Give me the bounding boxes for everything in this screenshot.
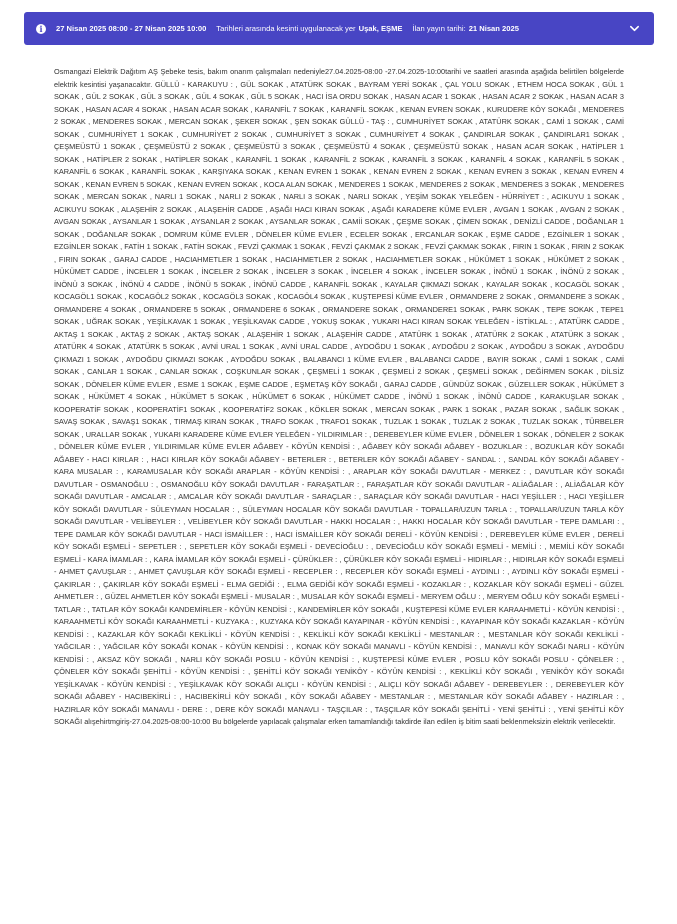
publish-date: 21 Nisan 2025: [468, 24, 519, 33]
outage-between-text: Tarihleri arasında kesinti uygulanacak yer: [216, 24, 356, 33]
chevron-down-icon[interactable]: [629, 23, 640, 34]
outage-header[interactable]: [24, 12, 654, 45]
outage-location: Uşak, EŞME: [358, 24, 403, 33]
outage-period: 27 Nisan 2025 08:00 - 27 Nisan 2025 10:00: [56, 24, 207, 33]
publish-label: İlan yayın tarihi:: [412, 24, 466, 33]
outage-notice-text: Osmangazi Elektrik Dağıtım AŞ Şebeke tesis, bakım onarım çalışmaları nedeniyle27.04.2025-08:00 -27.04.2025-10:00tarihi ve saatleri arasında aşağıda belirtilen bölgelerde elektrik kesintisi yaşanacaktır. GÜLLÜ - KARAKUYU : , GÜL SOKAK , ATATÜRK SOKAK , BAYRAM YERİ SOKAK , ÇAL YOLU SOKAK , ETHEM HOCA SOKAK , GÜL 1 SOKAK , GÜL 2 SOKAK , GÜL 3 SOKAK , GÜL 4 SOKAK , GÜL 5 SOKAK , HACI İSA ORDU SOKAK , HASAN ACAR 1 SOKAK , HASAN ACAR 2 SOKAK , HASAN ACAR 3 SOKAK , HASAN ACAR 4 SOKAK , HASAN ACAR SOKAK , KARANFİL 7 SOKAK , KARANFİL SOKAK , KENAN EVREN SOKAK , KURUDERE KÖY SOKAĞI , MENDERES 2 SOKAK , MENDERES SOKAK , MERCAN SOKAK , ŞEKER SOKAK , ŞEN SOKAK GÜLLÜ - TAŞ : , CUMHURİYET SOKAK , ATATÜRK SOKAK , CAMİ 1 SOKAK , CAMİ SOKAK , CUMHURİYET 1 SOKAK , CUMHURİYET 2 SOKAK , CUMHURİYET 3 SOKAK , CUMHURİYET 4 SOKAK , ÇANDIRLAR SOKAK , ÇANDIRLAR1 SOKAK , ÇEŞMEÜSTÜ 1 SOKAK , ÇEŞMEÜSTÜ 2 SOKAK , ÇEŞMEÜSTÜ 3 SOKAK , ÇEŞMEÜSTÜ 4 SOKAK , ÇEŞMEÜSTÜ SOKAK , HASAN ACAR SOKAK , HATİPLER 1 SOKAK , HATİPLER 2 SOKAK , HATİPLER SOKAK , KARANFİL 1 SOKAK , KARANFİL 2 SOKAK , KARANFİL 3 SOKAK , KARANFİL 4 SOKAK , KARANFİL 5 SOKAK , KARANFİL 6 SOKAK , KARANFİL SOKAK , KARŞIYAKA SOKAK , KENAN EVREN 1 SOKAK , KENAN EVREN 2 SOKAK , KENAN EVREN 3 SOKAK , KENAN EVREN 4 SOKAK , KENAN EVREN 5 SOKAK , KENAN EVREN SOKAK , KOCA ALAN SOKAK , MENDERES 1 SOKAK , MENDERES 2 SOKAK , MENDERES 3 SOKAK , MENDERES SOKAK , MERCAN SOKAK , NARLI 1 SOKAK , NARLI 2 SOKAK , NARLI 3 SOKAK , NARLI SOKAK , YEŞİM SOKAK YELEĞEN - HÜRRİYET : , ACIKUYU 1 SOKAK , ACIKUYU SOKAK , ALAŞEHİR 2 SOKAK , ALAŞEHİR CADDE , AŞAĞI HACI KIRAN SOKAK , AŞAĞI KARADERE KÜME EVLER , AVGAN 1 SOKAK , AVGAN 2 SOKAK , AVGAN SOKAK , AYSANLAR 1 SOKAK , AYSANLAR 2 SOKAK , AYSANLAR SOKAK , CAMİİ SOKAK , ÇEŞME SOKAK , ÇİMEN SOKAK , DENİZLİ CADDE , DOĞANLAR 1 SOKAK , DOĞANLAR SOKAK , DOMRUM KÜME EVLER , DÖNELER KÜME EVLER , ECELER SOKAK , ERCANLAR SOKAK , EŞME CADDE , EZGİNLER 1 SOKAK , EZGİNLER SOKAK , FATİH 1 SOKAK , FATİH SOKAK , FEVZİ ÇAKMAK 1 SOKAK , FEVZİ ÇAKMAK 2 SOKAK , FEVZİ ÇAKMAK SOKAK , FIRIN 1 SOKAK , FIRIN 2 SOKAK , FIRIN SOKAK , GARAJ CADDE , HACIAHMETLER 1 SOKAK , HACIAHMETLER 2 SOKAK , HACIAHMETLER SOKAK , HÜKÜMET 1 SOKAK , HÜKÜMET 2 SOKAK , HÜKÜMET CADDE , İNCELER 1 SOKAK , İNCELER 2 SOKAK , İNCELER 3 SOKAK , İNCELER 4 SOKAK , İNCELER SOKAK , İNÖNÜ 1 SOKAK , İNÖNÜ 2 SOKAK , İNÖNÜ 3 SOKAK , İNÖNÜ 4 CADDE , İNÖNÜ 5 SOKAK , İNÖNÜ CADDE , KARANFİL SOKAK , KAYALAR ÇIKMAZI SOKAK , KAYALAR SOKAK , KOCAGÖL SOKAK , KOCAGÖL1 SOKAK , KOCAGÖL2 SOKAK , KOCAGÖL3 SOKAK , KOCAGÖL4 SOKAK , KUŞTEPESİ KÜME EVLER , ORMANDERE 2 SOKAK , ORMANDERE 3 SOKAK , ORMANDERE 4 SOKAK , ORMANDERE 5 SOKAK , ORMANDERE 6 SOKAK , ORMANDERE SOKAK , ORMANDERE1 SOKAK , PARK SOKAK , TEPE SOKAK , TEPE1 SOKAK , UĞRAK SOKAK , YEŞİLKAVAK 1 SOKAK , YEŞİLKAVAK CADDE , YOKUŞ SOKAK , YUKARI HACI KIRAN SOKAK YELEĞEN - İSTİKLAL : , ATATÜRK CADDE , AKTAŞ 1 SOKAK , AKTAŞ 2 SOKAK , AKTAŞ SOKAK , ALAŞEHİR 1 SOKAK , ALAŞEHİR CADDE , ATATÜRK 1 SOKAK , ATATÜRK 2 SOKAK , ATATÜRK 3 SOKAK , ATATÜRK 4 SOKAK , ATATÜRK 5 SOKAK , AVNİ URAL 1 SOKAK , AVNİ URAL CADDE , AYDOĞDU 1 SOKAK , AYDOĞDU 2 SOKAK , AYDOĞDU 3 SOKAK , AYDOĞDU ÇIKMAZI 1 SOKAK , AYDOĞDU ÇIKMAZI SOKAK , AYDOĞDU SOKAK , BALABANCI 1 KÜME EVLER , BALABANCI CADDE , BAYIR SOKAK , CAMİ 1 SOKAK , CAMİ SOKAK , CANLAR 1 SOKAK , CANLAR SOKAK , COŞKUNLAR SOKAK , ÇEŞMELİ 1 SOKAK , ÇEŞMELİ 2 SOKAK , ÇEŞMELİ SOKAK , DEĞİRMEN SOKAK , DİLSİZ SOKAK , DÖNELER KÜME EVLER , ESME 1 SOKAK , EŞME CADDE , EŞMETAŞ KÖY SOKAĞI , GARAJ CADDE , GÜNDÜZ SOKAK , GÜZELLER SOKAK , HÜKÜMET 3 SOKAK , HÜKÜMET 4 SOKAK , HÜKÜMET 5 SOKAK , HÜKÜMET 6 SOKAK , HÜKÜMET CADDE , İNÖNÜ 1 SOKAK , İNÖNÜ CADDE , KARAKUŞLAR SOKAK , KOOPERATİF SOKAK , KOOPERATİF1 SOKAK , KOOPERATİF2 SOKAK , KÖKLER SOKAK , MERCAN SOKAK , PARK 1 SOKAK , PAZAR SOKAK , SAĞLIK SOKAK , SAVAŞ SOKAK , SAVAŞ1 SOKAK , TIRMAŞ KIRAN SOKAK , TRAFO SOKAK , TRAFO1 SOKAK , TUZLAK 1 SOKAK , TUZLAK 2 SOKAK , TUZLAK SOKAK , TÜRBELER SOKAK , URALLAR SOKAK , YUKARI KARADERE KÜME EVLER YELEĞEN - YILDIRIMLAR : , DEREBEYLER KÜME EVLER , DÖNELER 1 SOKAK , DÖNELER 2 SOKAK , DÖNELER KÜME EVLER , YILDIRIMLAR KÜME EVLER AĞABEY - KÖYÜN KENDİSİ : , AĞABEY KÖY SOKAĞI AĞABEY - BOZUKLAR : , BOZUKLAR KÖY SOKAĞI AĞABEY - HACI KIRLAR : , HACI KIRLAR KÖY SOKAĞI AĞABEY - BETERLER : , BETERLER KÖY SOKAĞI AĞABEY - SANDAL : , SANDAL KÖY SOKAĞI AĞABEY - KARA MUSALAR : , KARAMUSALAR KÖY SOKAĞI ARAPLAR - KÖYÜN KENDİSİ : , ARAPLAR KÖY SOKAĞI DAVUTLAR - MERKEZ : , DAVUTLAR KÖY SOKAĞI DAVUTLAR - OSMANOĞLU : , OSMANOĞLU KÖY SOKAĞI DAVUTLAR - FARAŞATLAR : , FARAŞATLAR KÖY SOKAĞI DAVUTLAR - ALİAĞALAR : , ALİAĞALAR KÖY SOKAĞI DAVUTLAR - AMCALAR : , AMCALAR KÖY SOKAĞI DAVUTLAR - SARAÇLAR : , SARAÇLAR KÖY SOKAĞI DAVUTLAR - HACI YEŞİLLER : , HACI YEŞİLLER KÖY SOKAĞI DAVUTLAR - SÜLEYMAN HOCALAR : , SÜLEYMAN HOCALAR KÖY SOKAĞI DAVUTLAR - TOPALLAR/UZUN TARLA : , TOPALLAR/UZUN TARLA KÖY SOKAĞI DAVUTLAR - VELİBEYLER : , VELİBEYLER KÖY SOKAĞI DAVUTLAR - HAKKI HOCALAR : , HAKKI HOCALAR KÖY SOKAĞI DAVUTLAR - TEPE DAMLARI : , TEPE DAMLAR KÖY SOKAĞI DAVUTLAR - HACI İSMAİLLER : , HACI İSMAİLLER KÖY SOKAĞI DERELİ - KÖYÜN KENDİSİ : , DEREBEYLER KÜME EVLER , DERELİ KÖY SOKAĞI EŞMELİ - SEPETLER : , SEPETLER KÖY SOKAĞI EŞMELİ - DEVECİOĞLU : , DEVECİOĞLU KÖY SOKAĞI EŞMELİ - MEMİLİ : , MEMİLİ KÖY SOKAĞI EŞMELİ - KARA İMAMLAR : , KARA İMAMLAR KÖY SOKAĞI EŞMELİ - ÇÜRÜKLER : , ÇÜRÜKLER KÖY SOKAĞI EŞMELİ - HIDIRLAR : , HIDIRLAR KÖY SOKAĞI EŞMELİ - AHMET ÇAVUŞLAR : , AHMET ÇAVUŞLAR KÖY SOKAĞI EŞMELİ - RECEPLER : , RECEPLER KÖY SOKAĞI EŞMELİ - AYDINLI : , AYDINLI KÖY SOKAĞI EŞMELİ - ÇAKIRLAR : , ÇAKIRLAR KÖY SOKAĞI EŞMELİ - ELMA GEDİĞİ : , ELMA GEDİĞİ KÖY SOKAĞI EŞMELİ - KOZAKLAR : , KOZAKLAR KÖY SOKAĞI EŞMELİ - GÜZEL AHMETLER : , GÜZEL AHMETLER KÖY SOKAĞI EŞMELİ - MUSALAR : , MUSALAR KÖY SOKAĞI EŞMELİ - MERYEM OĞLU : , MERYEM OĞLU KÖY SOKAĞI EŞMELİ - TATLAR : , TATLAR KÖY SOKAĞI KANDEMİRLER - KÖYÜN KENDİSİ : , KANDEMİRLER KÖY SOKAĞI , KUŞTEPESİ KÜME EVLER KARAAHMETLİ - KÖYÜN KENDİSİ : , KARAAHMETLİ KÖY SOKAĞI KARAAHMETLİ - KUZYAKA : , KUZYAKA KÖY SOKAĞI KAYAPINAR - KÖYÜN KENDİSİ : , KAYAPINAR KÖY SOKAĞI KAZAKLAR - KÖYÜN KENDİSİ : , KAZAKLAR KÖY SOKAĞI KEKLİKLİ - KÖYÜN KENDİSİ : , KEKLİKLİ KÖY SOKAĞI KEKLİKLİ - MESTANLAR : , MESTANLAR KÖY SOKAĞI KEKLİKLİ - YAĞCILAR : , YAĞCILAR KÖY SOKAĞI KONAK - KÖYÜN KENDİSİ : , KONAK KÖY SOKAĞI MANAVLI - KÖYÜN KENDİSİ : , MANAVLI KÖY SOKAĞI NARLI - KÖYÜN KENDİSİ : , AKSAZ KÖY SOKAĞI , NARLI KÖY SOKAĞI POSLU - KÖYÜN KENDİSİ : , KUŞTEPESİ KÜME EVLER , POSLU KÖY SOKAĞI POSLU - ÇÖNELER : , ÇÖNELER KÖY SOKAĞI ŞEHİTLİ - KÖYÜN KENDİSİ : , ŞEHİTLİ KÖY SOKAĞI YENİKÖY - KÖYÜN KENDİSİ : , KEKLİKLİ KÖY SOKAĞI , YENİKÖY KÖY SOKAĞI YEŞİLKAVAK - KÖYÜN KENDİSİ : , YEŞİLKAVAK KÖY SOKAĞI ALIÇLI - KÖYÜN KENDİSİ : , ALIÇLI KÖY SOKAĞI AĞABEY - DEREBEYLER : , DEREBEYLER KÖY SOKAĞI AĞABEY - HACIBEKİRLİ : , HACIBEKİRLİ KÖY SOKAĞI , KÖY SOKAĞI AĞABEY - MESTANLAR : , MESTANLAR KÖY SOKAĞI AĞABEY - HAZIRLAR : , HAZIRLAR KÖY SOKAĞI MANAVLI - DERE : , DERE KÖY SOKAĞI MANAVLI - TAŞÇILAR : , TAŞÇILAR KÖY SOKAĞI ŞEHİTLİ - YENİ ŞEHİTLİ : , YENİ ŞEHİTLİ KÖY SOKAĞI alışehirtmgiriş-27.04.2025-08:00-10:00 Bu bölgelerde yapılacak çalışmalar erken tamamlandığı takdirde ilan edilen iş bitim saati beklenmeksizin elektrik verilecektir.: [54, 67, 624, 726]
info-icon: i: [36, 24, 46, 34]
